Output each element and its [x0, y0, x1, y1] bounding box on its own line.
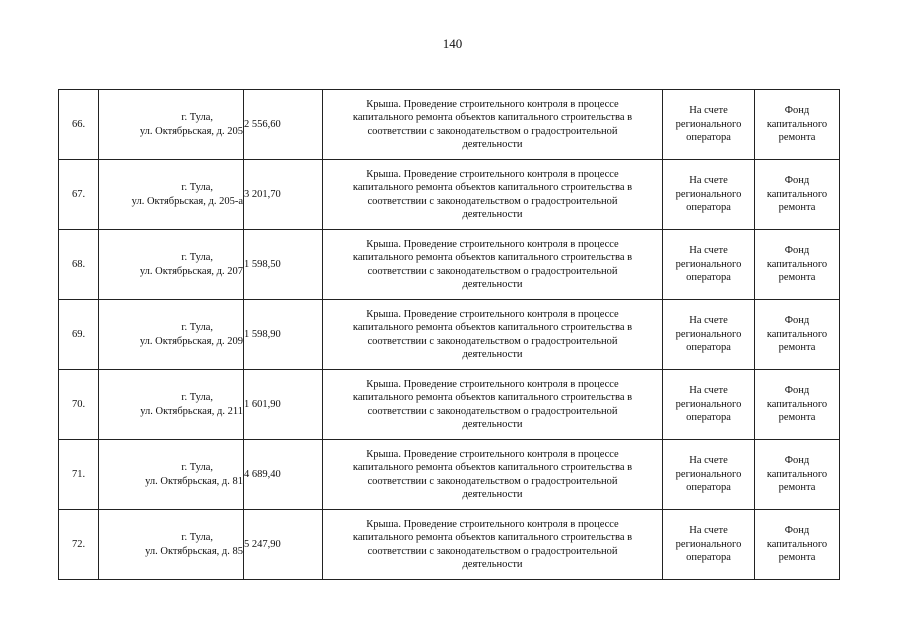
row-number-cell	[59, 90, 99, 160]
account-cell	[663, 160, 755, 230]
work-description-cell	[323, 230, 663, 300]
table-row	[59, 300, 840, 370]
funding-source-line: капитального	[766, 258, 828, 270]
table-row	[59, 440, 840, 510]
account-cell	[663, 370, 755, 440]
account-line: На счете	[689, 525, 728, 537]
funding-source-cell	[755, 90, 840, 160]
account-line: регионального	[675, 258, 742, 270]
work-description-line: капитального ремонта объектов капитального строительства в	[352, 182, 633, 194]
funding-source-line: ремонта	[778, 132, 816, 144]
work-description-line: Крыша. Проведение строительного контроля в процессе	[366, 448, 619, 460]
address-city: г. Тула,	[181, 182, 213, 194]
account-line: регионального	[675, 398, 742, 410]
work-description-line: капитального ремонта объектов капитального строительства в	[352, 252, 633, 264]
row-number: 67.	[71, 188, 86, 200]
account-line: На счете	[689, 245, 728, 257]
funding-source-line: капитального	[766, 398, 828, 410]
address-street: ул. Октябрьская, д. 81	[145, 475, 243, 487]
area-value: 4 689,40	[244, 468, 281, 480]
area-cell	[244, 90, 323, 160]
row-number: 71.	[71, 468, 86, 480]
work-description-line: соответствии с законодательством о градостроительной	[367, 475, 618, 487]
account-line: регионального	[675, 538, 742, 550]
work-description-line: деятельности	[462, 138, 523, 150]
account-line: регионального	[675, 468, 742, 480]
account-line: На счете	[689, 455, 728, 467]
account-cell	[663, 300, 755, 370]
row-number: 70.	[71, 398, 86, 410]
area-cell	[244, 370, 323, 440]
work-description-line: Крыша. Проведение строительного контроля в процессе	[366, 98, 619, 110]
account-line: оператора	[686, 552, 731, 564]
row-number: 66.	[71, 118, 86, 130]
work-description-cell	[323, 90, 663, 160]
address-cell	[99, 160, 244, 230]
work-description-line: соответствии с законодательством о градостроительной	[367, 545, 618, 557]
funding-source-line: капитального	[766, 538, 828, 550]
funding-source-line: Фонд	[784, 315, 810, 327]
funding-source-line: Фонд	[784, 175, 810, 187]
funding-source-line: капитального	[766, 188, 828, 200]
address-street: ул. Октябрьская, д. 209	[139, 335, 243, 347]
funding-source-cell	[755, 440, 840, 510]
funding-source-cell	[755, 300, 840, 370]
row-number: 69.	[71, 328, 86, 340]
address-cell	[99, 300, 244, 370]
funding-source-line: ремонта	[778, 482, 816, 494]
account-line: оператора	[686, 272, 731, 284]
account-cell	[663, 510, 755, 580]
work-description-cell	[323, 440, 663, 510]
account-cell	[663, 230, 755, 300]
address-cell	[99, 440, 244, 510]
address-cell	[99, 370, 244, 440]
address-city: г. Тула,	[181, 392, 213, 404]
funding-source-line: ремонта	[778, 202, 816, 214]
work-description-line: капитального ремонта объектов капитального строительства в	[352, 462, 633, 474]
row-number-cell	[59, 160, 99, 230]
repair-works-table	[58, 89, 840, 580]
area-value: 1 601,90	[244, 398, 281, 410]
account-line: регионального	[675, 118, 742, 130]
account-line: На счете	[689, 385, 728, 397]
area-value: 2 556,60	[244, 118, 281, 130]
address-cell	[99, 230, 244, 300]
account-line: оператора	[686, 482, 731, 494]
funding-source-cell	[755, 160, 840, 230]
work-description-line: деятельности	[462, 208, 523, 220]
work-description-line: соответствии с законодательством о градостроительной	[367, 125, 618, 137]
work-description-cell	[323, 510, 663, 580]
work-description-line: капитального ремонта объектов капитального строительства в	[352, 112, 633, 124]
table-row	[59, 370, 840, 440]
work-description-line: деятельности	[462, 418, 523, 430]
funding-source-line: капитального	[766, 118, 828, 130]
funding-source-line: Фонд	[784, 385, 810, 397]
account-line: регионального	[675, 328, 742, 340]
table-row	[59, 510, 840, 580]
work-description-cell	[323, 300, 663, 370]
work-description-line: деятельности	[462, 278, 523, 290]
funding-source-line: ремонта	[778, 342, 816, 354]
funding-source-line: ремонта	[778, 412, 816, 424]
account-line: оператора	[686, 202, 731, 214]
row-number-cell	[59, 230, 99, 300]
address-city: г. Тула,	[181, 532, 213, 544]
work-description-line: соответствии с законодательством о градостроительной	[367, 265, 618, 277]
row-number: 68.	[71, 258, 86, 270]
account-line: регионального	[675, 188, 742, 200]
work-description-line: деятельности	[462, 348, 523, 360]
account-cell	[663, 90, 755, 160]
work-description-line: Крыша. Проведение строительного контроля в процессе	[366, 518, 619, 530]
work-description-line: капитального ремонта объектов капитального строительства в	[352, 532, 633, 544]
row-number-cell	[59, 510, 99, 580]
funding-source-line: капитального	[766, 328, 828, 340]
account-line: На счете	[689, 315, 728, 327]
account-line: оператора	[686, 342, 731, 354]
funding-source-line: капитального	[766, 468, 828, 480]
address-street: ул. Октябрьская, д. 205-а	[131, 195, 243, 207]
funding-source-line: Фонд	[784, 245, 810, 257]
address-city: г. Тула,	[181, 252, 213, 264]
area-value: 1 598,50	[244, 258, 281, 270]
work-description-cell	[323, 160, 663, 230]
work-description-line: соответствии с законодательством о градостроительной	[367, 195, 618, 207]
funding-source-line: Фонд	[784, 105, 810, 117]
account-line: оператора	[686, 412, 731, 424]
area-cell	[244, 440, 323, 510]
account-cell	[663, 440, 755, 510]
funding-source-cell	[755, 510, 840, 580]
table-row	[59, 160, 840, 230]
funding-source-cell	[755, 370, 840, 440]
address-cell	[99, 510, 244, 580]
work-description-line: соответствии с законодательством о градостроительной	[367, 335, 618, 347]
work-description-line: деятельности	[462, 488, 523, 500]
area-value: 1 598,90	[244, 328, 281, 340]
address-street: ул. Октябрьская, д. 211	[140, 405, 243, 417]
work-description-line: капитального ремонта объектов капитального строительства в	[352, 392, 633, 404]
address-street: ул. Октябрьская, д. 207	[139, 265, 243, 277]
work-description-line: Крыша. Проведение строительного контроля в процессе	[366, 168, 619, 180]
address-street: ул. Октябрьская, д. 85	[145, 545, 243, 557]
area-value: 3 201,70	[244, 188, 281, 200]
row-number-cell	[59, 370, 99, 440]
work-description-line: деятельности	[462, 558, 523, 570]
address-city: г. Тула,	[181, 112, 213, 124]
row-number-cell	[59, 440, 99, 510]
table-body	[59, 90, 840, 580]
table-row	[59, 230, 840, 300]
address-city: г. Тула,	[181, 462, 213, 474]
address-street: ул. Октябрьская, д. 205	[139, 125, 243, 137]
area-cell	[244, 300, 323, 370]
area-cell	[244, 230, 323, 300]
work-description-line: капитального ремонта объектов капитального строительства в	[352, 322, 633, 334]
work-description-cell	[323, 370, 663, 440]
funding-source-cell	[755, 230, 840, 300]
work-description-line: Крыша. Проведение строительного контроля в процессе	[366, 378, 619, 390]
funding-source-line: Фонд	[784, 455, 810, 467]
work-description-line: соответствии с законодательством о градостроительной	[367, 405, 618, 417]
work-description-line: Крыша. Проведение строительного контроля в процессе	[366, 308, 619, 320]
funding-source-line: ремонта	[778, 272, 816, 284]
account-line: На счете	[689, 105, 728, 117]
page-number: 140	[442, 36, 463, 51]
row-number-cell	[59, 300, 99, 370]
funding-source-line: Фонд	[784, 525, 810, 537]
address-cell	[99, 90, 244, 160]
row-number: 72.	[71, 538, 86, 550]
area-cell	[244, 510, 323, 580]
address-city: г. Тула,	[181, 322, 213, 334]
table-row	[59, 90, 840, 160]
account-line: На счете	[689, 175, 728, 187]
area-cell	[244, 160, 323, 230]
funding-source-line: ремонта	[778, 552, 816, 564]
area-value: 5 247,90	[244, 538, 281, 550]
account-line: оператора	[686, 132, 731, 144]
work-description-line: Крыша. Проведение строительного контроля в процессе	[366, 238, 619, 250]
